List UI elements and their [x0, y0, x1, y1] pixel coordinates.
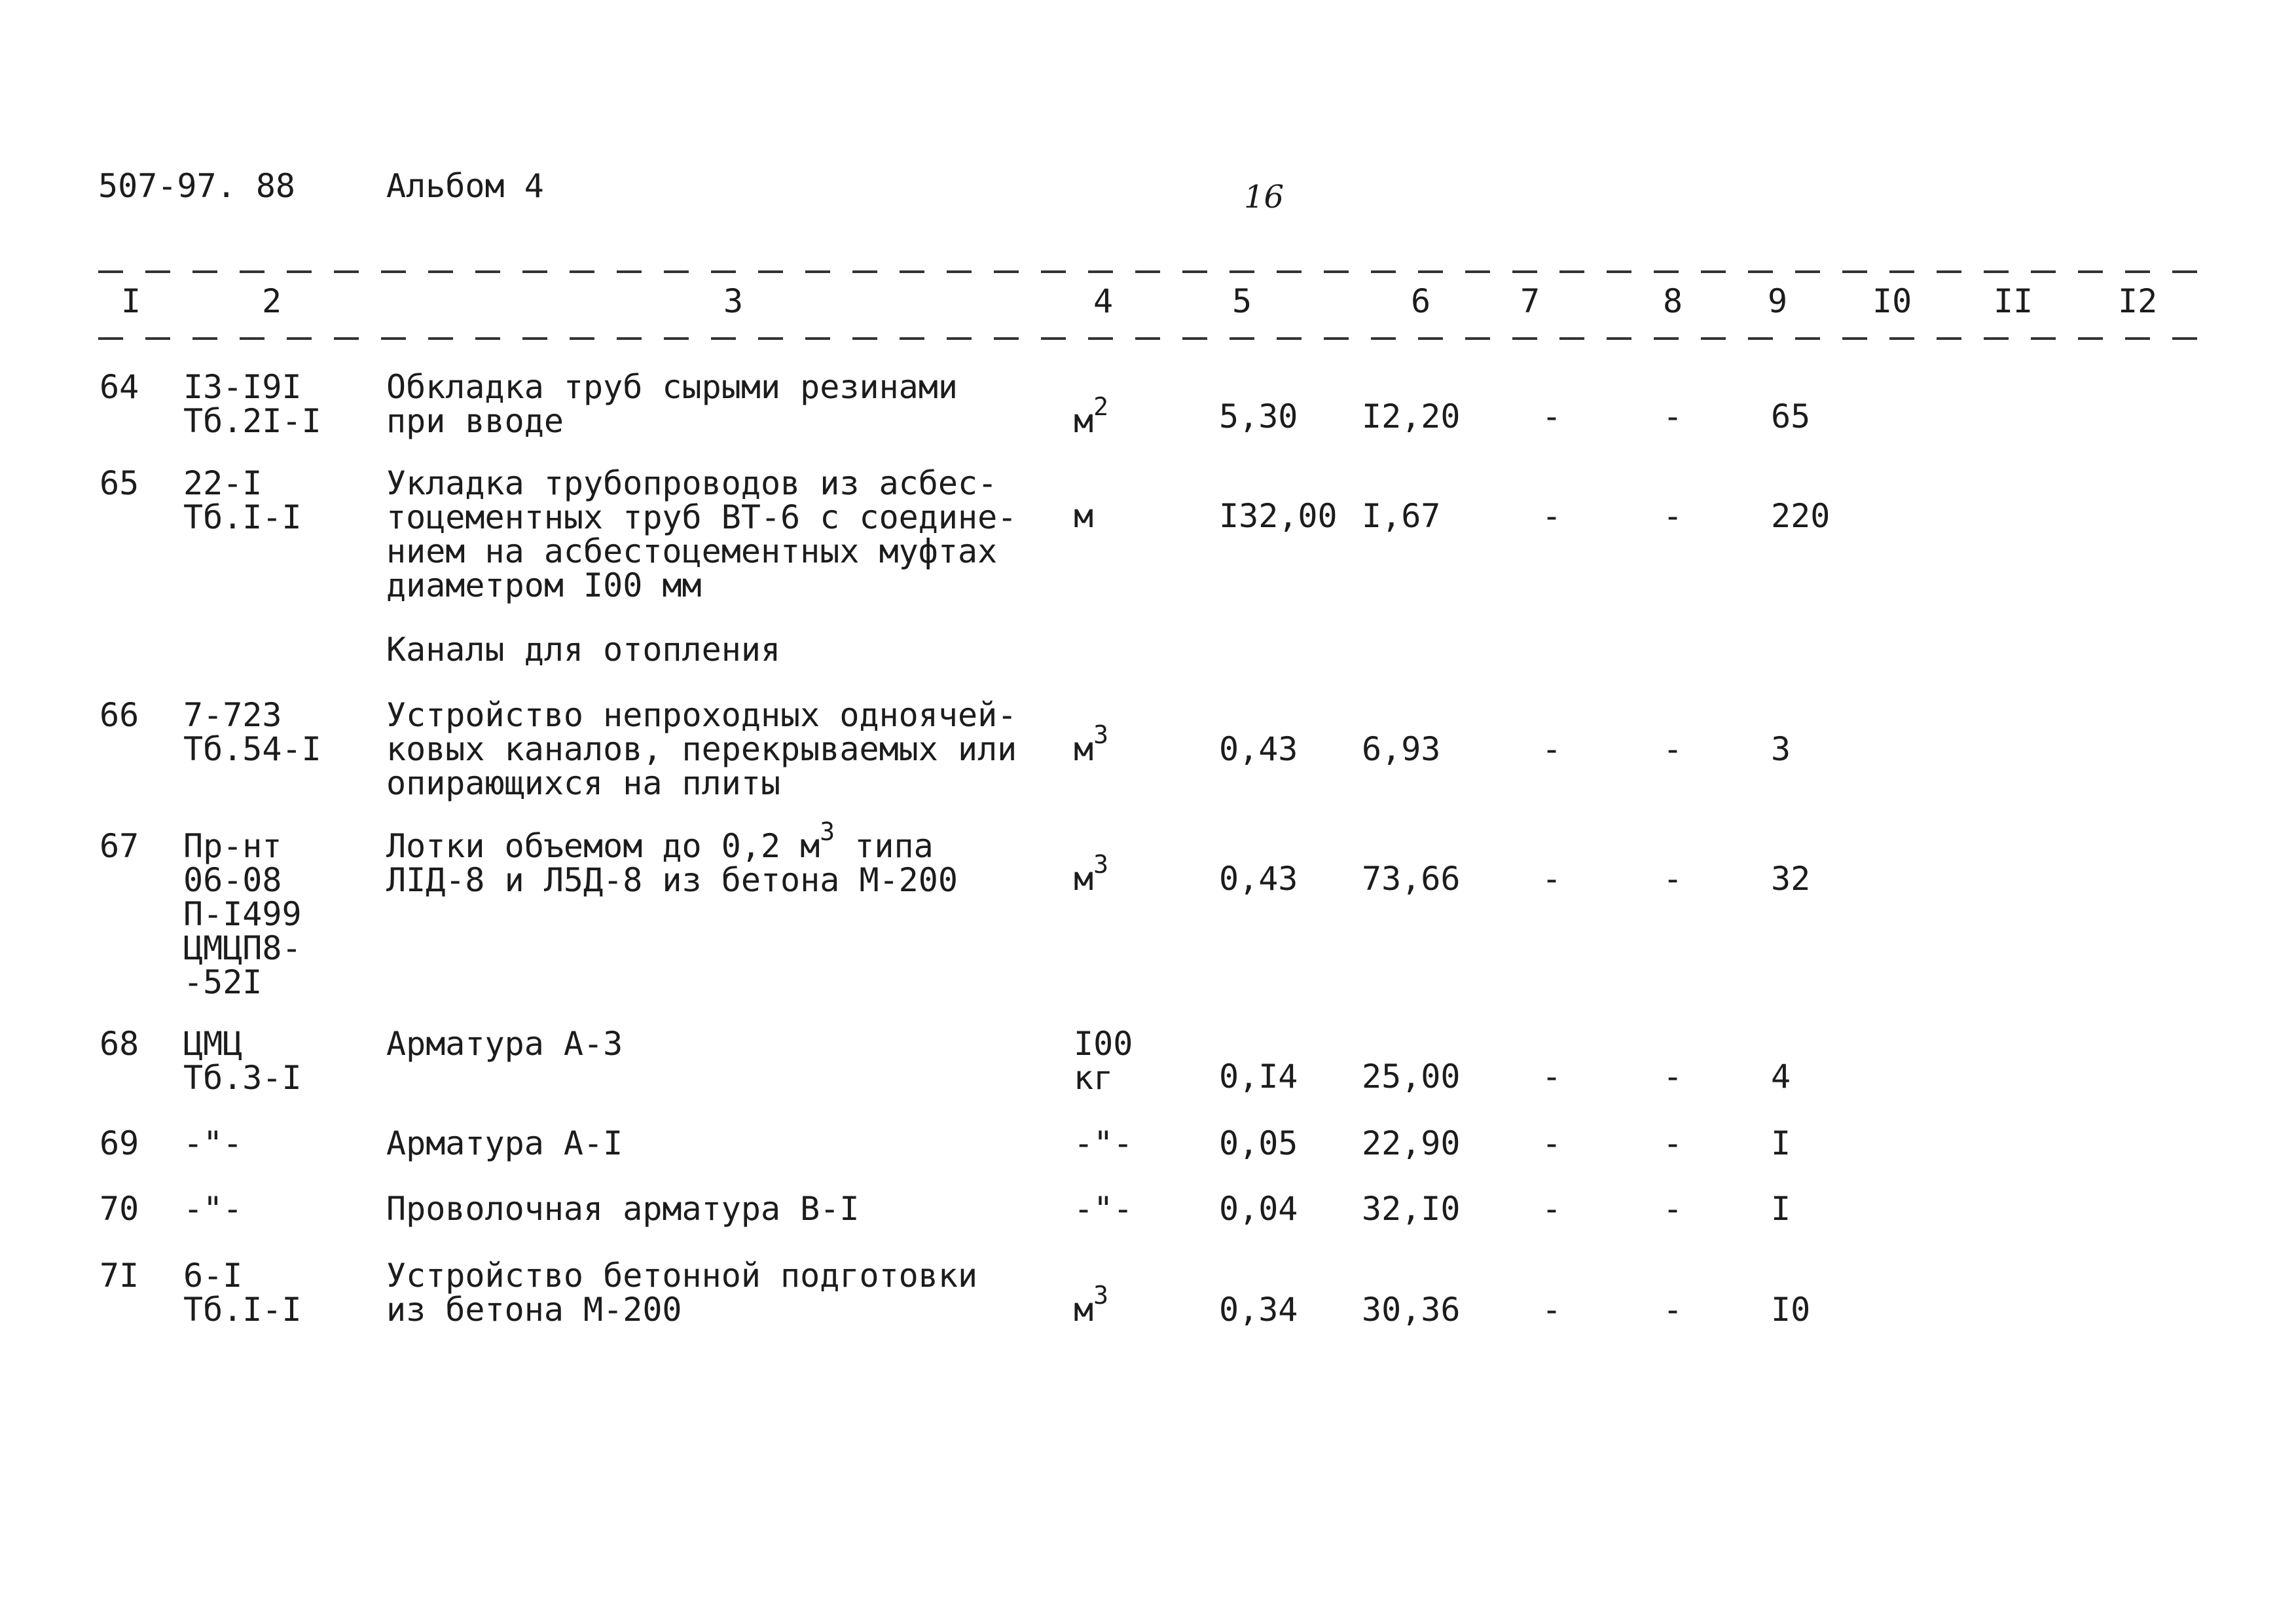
row-code: 6-I Тб.I-I — [183, 1257, 302, 1329]
row-code: Пр-нт 06-08 П-I499 ЦМЦП8- -52I — [183, 827, 302, 1001]
row-col8: - — [1663, 1190, 1683, 1228]
row-col9: I0 — [1771, 1291, 1811, 1329]
row-code: 22-I Тб.I-I — [183, 464, 302, 536]
row-number: 64 — [100, 368, 139, 406]
row-col9: I — [1771, 1124, 1791, 1162]
row-unit: I00 кг — [1074, 1025, 1133, 1097]
row-col8: - — [1663, 1124, 1683, 1162]
row-quantity: 0,34 — [1219, 1291, 1298, 1329]
row-col8: - — [1663, 860, 1683, 898]
row-number: 69 — [100, 1124, 139, 1162]
column-header-9: 9 — [1768, 282, 1788, 320]
header-bottom-rule — [98, 337, 2206, 340]
row-col7: - — [1542, 1291, 1562, 1329]
row-price: 30,36 — [1362, 1291, 1461, 1329]
row-description: Укладка трубопроводов из асбес- тоцементных труб ВТ-6 с соедине- нием на асбестоцементных муфтах диаметром I00 мм — [386, 464, 1017, 604]
row-col7: - — [1542, 730, 1562, 768]
page-number: 16 — [1244, 179, 1285, 215]
row-unit: $м^3$ — [1074, 1281, 1108, 1329]
column-header-11: II — [1994, 282, 2033, 320]
row-col9: 220 — [1771, 497, 1831, 535]
row-code: I3-I9I Тб.2I-I — [183, 368, 321, 440]
row-price: 6,93 — [1362, 730, 1441, 768]
row-unit: -"- — [1074, 1124, 1133, 1162]
column-header-3: 3 — [723, 282, 744, 320]
row-quantity: 0,43 — [1219, 730, 1298, 768]
row-description: Устройство бетонной подготовки из бетона М-200 — [386, 1257, 978, 1329]
row-col8: - — [1663, 497, 1683, 535]
row-col8: - — [1663, 730, 1683, 768]
row-col7: - — [1542, 1124, 1562, 1162]
row-unit: -"- — [1074, 1190, 1133, 1228]
row-col7: - — [1542, 1058, 1562, 1096]
row-number: 67 — [100, 827, 139, 865]
section-heading: Каналы для отопления — [386, 631, 781, 669]
row-col7: - — [1542, 397, 1562, 435]
row-description: Устройство непроходных одноячей- ковых каналов, перекрываемых или опирающихся на плиты — [386, 696, 1017, 802]
row-number: 7I — [100, 1257, 139, 1295]
row-number: 70 — [100, 1190, 139, 1228]
column-header-10: I0 — [1872, 282, 1912, 320]
column-header-2: 2 — [262, 282, 282, 320]
column-header-6: 6 — [1411, 282, 1431, 320]
row-price: 32,I0 — [1362, 1190, 1461, 1228]
row-col9: 32 — [1771, 860, 1811, 898]
row-code: 7-723 Тб.54-I — [183, 696, 321, 768]
row-description: Арматура А-3 — [386, 1025, 623, 1063]
column-header-7: 7 — [1520, 282, 1540, 320]
row-col7: - — [1542, 497, 1562, 535]
row-quantity: 0,I4 — [1219, 1058, 1298, 1096]
row-col7: - — [1542, 1190, 1562, 1228]
row-number: 65 — [100, 464, 139, 502]
row-quantity: 0,43 — [1219, 860, 1298, 898]
column-header-4: 4 — [1093, 282, 1114, 320]
row-col9: 65 — [1771, 397, 1811, 435]
album-label: Альбом 4 — [386, 167, 544, 205]
document-number: 507-97. 88 — [98, 167, 296, 205]
row-unit: $м^3$ — [1074, 720, 1108, 768]
row-col9: 3 — [1771, 730, 1791, 768]
row-quantity: I32,00 — [1219, 497, 1338, 535]
row-description: Проволочная арматура В-I — [386, 1190, 860, 1228]
row-number: 68 — [100, 1025, 139, 1063]
row-price: I2,20 — [1362, 397, 1461, 435]
row-col8: - — [1663, 1291, 1683, 1329]
row-quantity: 5,30 — [1219, 397, 1298, 435]
row-description: Обкладка труб сырыми резинами при вводе — [386, 368, 958, 440]
row-quantity: 0,05 — [1219, 1124, 1298, 1162]
row-number: 66 — [100, 696, 139, 734]
row-code: -"- — [183, 1124, 243, 1162]
row-unit: $м^3$ — [1074, 850, 1108, 898]
row-code: -"- — [183, 1190, 243, 1228]
row-price: 73,66 — [1362, 860, 1461, 898]
column-header-12: I2 — [2118, 282, 2158, 320]
row-col8: - — [1663, 397, 1683, 435]
row-quantity: 0,04 — [1219, 1190, 1298, 1228]
row-price: I,67 — [1362, 497, 1441, 535]
header-top-rule — [98, 270, 2206, 273]
column-header-8: 8 — [1663, 282, 1683, 320]
row-code: ЦМЦ Тб.3-I — [183, 1025, 302, 1097]
row-col9: I — [1771, 1190, 1791, 1228]
row-price: 22,90 — [1362, 1124, 1461, 1162]
column-header-1: I — [121, 282, 141, 320]
row-col7: - — [1542, 860, 1562, 898]
row-col8: - — [1663, 1058, 1683, 1096]
row-description: Лотки объемом до 0,2 $м^3$ типа ЛIД-8 и Л5Д-8 из бетона М-200 — [386, 817, 958, 899]
row-unit: м — [1074, 497, 1094, 535]
row-col9: 4 — [1771, 1058, 1791, 1096]
column-header-5: 5 — [1232, 282, 1252, 320]
row-price: 25,00 — [1362, 1058, 1461, 1096]
row-unit: $м^2$ — [1074, 392, 1108, 440]
row-description: Арматура А-I — [386, 1124, 623, 1162]
